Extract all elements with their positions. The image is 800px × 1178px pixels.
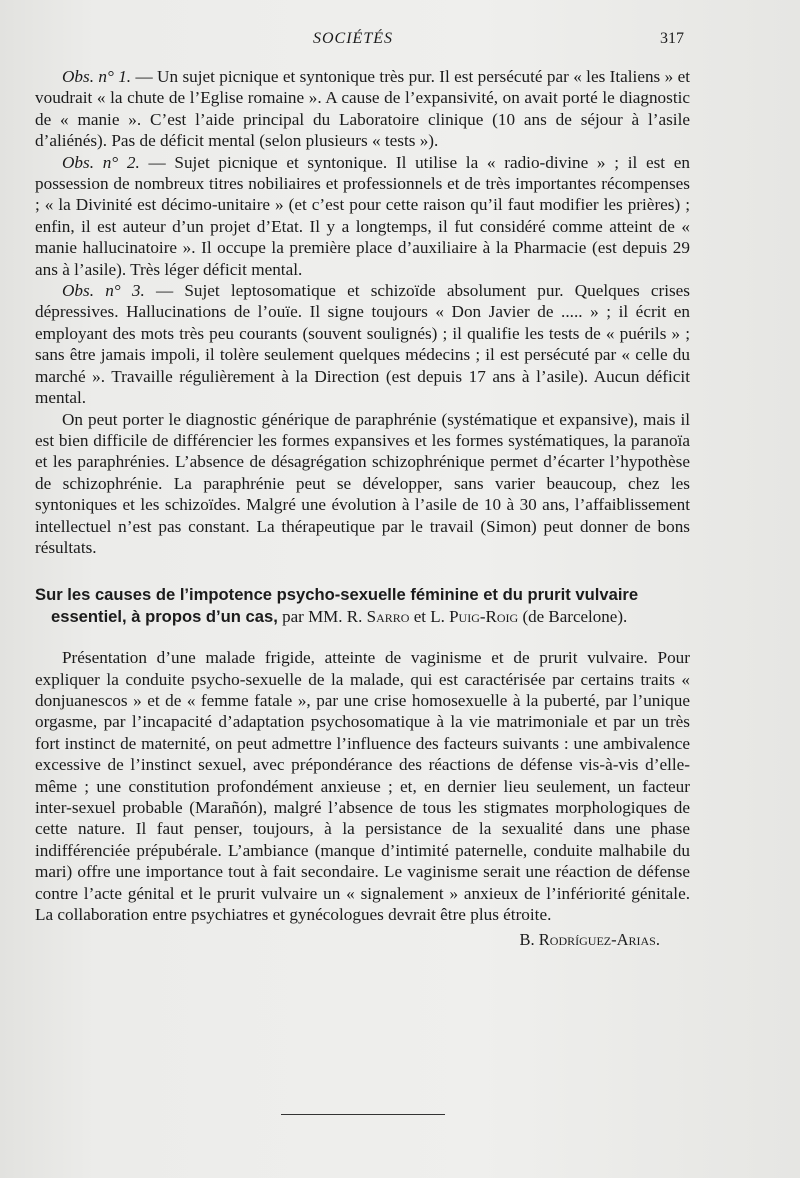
observation-2	[35, 152, 690, 280]
section-title: SOCIÉTÉS	[313, 30, 393, 47]
observation-1	[35, 66, 690, 152]
section-spacer	[35, 627, 690, 647]
signature-name: Rodríguez-Arias.	[538, 930, 660, 950]
running-head	[0, 26, 800, 52]
conclusion-paragraph: On peut porter le diagnostic générique de paraphrénie (systématique et expansive), mais il est bien difficile de différencier les formes expansives et les formes systématiques, la paranoïa et les paraphrénies. L’absence de désagrégation schizophrénique permet d’écarter l’hypothèse de schizophrénie. La paraphrénie peut se développer, sans varier beaucoup, chez les syntoniques et les schizoïdes. Malgré une évolution à l’asile de 10 à 30 ans, l’affaiblissement intellectuel n’est pas constant. La thérapeutique par le travail (Simon) peut donner de bons résultats.	[35, 409, 690, 557]
observation-label: Obs. n° 3.	[62, 281, 145, 301]
author-name: Sarro	[366, 606, 410, 626]
section-spacer	[35, 558, 690, 584]
signature	[35, 929, 690, 950]
observation-label: Obs. n° 1.	[62, 67, 132, 86]
byline-connector: et L.	[409, 606, 450, 626]
page-number: 317	[660, 30, 684, 47]
observation-text: — Sujet picnique et syntonique. Il utilise la « radio-divine » ; il est en possession de nombreux titres nobiliaires et professionnels et de très importantes récompenses ; « la Divinité est décimo-unitaire » (et c’est pour cette raison qu’il faut modifier les prières) ; enfin, il est auteur d’un projet d’Etat. Il y a longtemps, il fut considéré comme atteint de « manie hallucinatoire ». Il occupe la première place d’auxiliaire à la Pharmacie (est depuis 29 ans à l’asile). Très léger déficit mental.	[35, 152, 690, 279]
signature-initial: B.	[519, 930, 539, 950]
end-rule	[281, 1114, 445, 1115]
body-text	[35, 66, 690, 951]
article-title: Sur les causes de l’impotence psycho-sexuelle féminine et du prurit vulvaire essentiel, à propos d’un cas,	[35, 585, 639, 626]
article-authors	[278, 607, 627, 626]
author-name: Puig-Roig	[449, 606, 519, 626]
byline-prefix: par MM. R.	[277, 606, 367, 626]
article-heading	[35, 584, 690, 627]
observation-text: — Un sujet picnique et syntonique très pur. Il est persécuté par « les Italiens » et voudrait « la chute de l’Eglise romaine ». A cause de l’expansivité, on avait porté le diagnostic de « manie ». C’est l’aide principal du Laboratoire clinique (10 ans de séjour à l’asile d’aliénés). Pas de déficit mental (selon plusieurs « tests »).	[35, 67, 690, 151]
article-body: Présentation d’une malade frigide, atteinte de vaginisme et de prurit vulvaire. Pour expliquer la conduite psycho-sexuelle de la malade, qui est caractérisée par certains traits « donjuanescos » et de « femme fatale », par une crise homosexuelle à la puberté, par l’unique orgasme, par l’incapacité d’adaptation psychosomatique à la vie matrimoniale et par un très fort instinct de maternité, on peut admettre l’influence des facteurs suivants : une ambivalence excessive de l’instinct sexuel, avec prépondérance des réactions de défense vis-à-vis d’elle-même ; une constitution profondément anxieuse ; et, en dernier lieu seulement, un facteur inter-sexuel probable (Marañón), malgré l’absence de tous les stigmates morphologiques de cette nature. Il faut penser, toujours, à la persistance de la sexualité dans une phase indifférenciée prépubérale. L’ambiance (manque d’intimité paternelle, conduite malhabile du mari) offre une importance tout à fait secondaire. Le vaginisme serait une réaction de défense contre l’acte génital et le prurit vulvaire un « signalement » anxieux de l’infériorité génitale. La collaboration entre psychiatres et gynécologues devrait être plus étroite.	[35, 648, 690, 925]
observation-label: Obs. n° 2.	[62, 152, 140, 172]
author-affiliation: (de Barcelone).	[518, 606, 628, 626]
observation-text: — Sujet leptosomatique et schizoïde absolument pur. Quelques crises dépressives. Hallucinations de l’ouïe. Il signe toujours « Don Javier de ..... » ; il écrit en employant des mots très peu courants (souvent soulignés) ; il qualifie les tests de « puérils » ; sans être jamais impoli, il tolère seulement quelques médecins ; il est persécuté par « celle du marché ». Travaille régulièrement à la Direction (est depuis 17 ans à l’asile). Aucun déficit mental.	[35, 281, 690, 408]
observation-3	[35, 280, 690, 408]
